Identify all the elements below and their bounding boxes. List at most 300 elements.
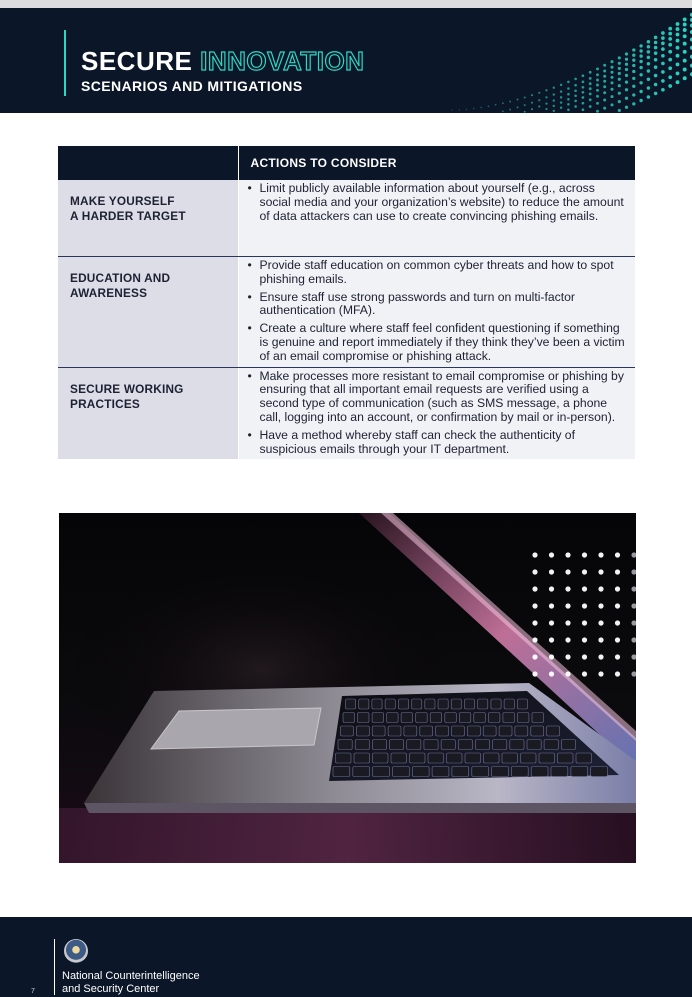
wave-dot <box>647 69 651 73</box>
table-header-actions: ACTIONS TO CONSIDER <box>238 146 635 180</box>
wave-dot <box>676 54 680 58</box>
keyboard-key <box>478 699 488 709</box>
wave-dot <box>676 71 680 75</box>
wave-dot <box>480 107 482 109</box>
grid-dot <box>615 586 620 591</box>
wave-dot <box>603 99 606 102</box>
wave-dot <box>502 111 504 113</box>
wave-dot <box>531 94 533 96</box>
wave-dot <box>574 94 577 97</box>
wave-dot <box>661 54 665 58</box>
keyboard-key <box>358 713 370 723</box>
wave-dot <box>661 31 665 35</box>
keyboard-key <box>372 713 384 723</box>
keyboard-key <box>336 753 352 763</box>
keyboard-key <box>390 740 404 750</box>
wave-dot <box>545 108 547 110</box>
wave-dot <box>647 86 651 90</box>
wave-dot <box>639 90 642 93</box>
wave-dot <box>610 76 613 79</box>
wave-dot <box>589 105 592 108</box>
wave-dot <box>582 102 585 105</box>
wave-dot <box>647 62 651 65</box>
grid-dot <box>582 569 587 574</box>
page-header <box>0 8 692 113</box>
wave-dot <box>596 95 599 98</box>
grid-dot <box>582 620 587 625</box>
wave-dot <box>610 66 613 69</box>
row-label-line: AWARENESS <box>70 286 148 300</box>
keyboard-key <box>475 740 489 750</box>
keyboard-key <box>355 740 369 750</box>
keyboard-key <box>488 713 500 723</box>
ncsc-seal-icon <box>64 939 88 963</box>
keyboard-key <box>504 699 514 709</box>
keyboard-key <box>353 767 370 777</box>
wave-dot <box>632 64 635 67</box>
action-item: • Ensure staff use strong passwords and turn on multi-factor authentication (MFA). <box>245 291 628 319</box>
grid-dot <box>532 586 537 591</box>
wave-dot <box>603 107 606 110</box>
keyboard-key <box>492 767 509 777</box>
wave-dot <box>574 105 577 108</box>
wave-dot <box>509 101 511 103</box>
keyboard-key <box>571 767 588 777</box>
row-actions <box>238 180 635 257</box>
grid-dot <box>549 637 554 642</box>
wave-dot <box>610 88 613 91</box>
wave-dot <box>668 37 672 41</box>
wave-dot <box>639 60 642 63</box>
wave-dot <box>676 80 680 84</box>
keyboard-key <box>373 753 389 763</box>
wave-dot <box>589 98 592 101</box>
keyboard-key <box>373 767 390 777</box>
footer-divider <box>54 939 55 995</box>
keyboard-key <box>412 699 422 709</box>
wave-dot <box>610 81 613 84</box>
keyboard-key <box>474 713 486 723</box>
keyboard-key <box>544 740 558 750</box>
keyboard-key <box>372 726 385 736</box>
wave-dot <box>574 89 577 92</box>
wave-dot <box>618 109 621 112</box>
wave-dot <box>632 85 635 88</box>
dot-wave-graphic <box>432 8 692 113</box>
grid-dot <box>615 637 620 642</box>
grid-dot <box>615 552 620 557</box>
keyboard-key <box>493 740 507 750</box>
keyboard-key <box>338 740 352 750</box>
laptop-illustration <box>59 513 636 863</box>
grid-dot <box>549 552 554 557</box>
wave-dot <box>661 41 665 45</box>
org-line: National Counterintelligence <box>62 970 200 982</box>
grid-dot <box>598 620 603 625</box>
wave-dot <box>509 109 511 111</box>
wave-dot <box>524 96 526 98</box>
grid-dot <box>582 586 587 591</box>
grid-dot <box>565 620 570 625</box>
keyboard-key <box>343 713 355 723</box>
grid-dot <box>549 586 554 591</box>
grid-dot <box>532 654 537 659</box>
wave-dot <box>625 68 628 71</box>
wave-dot <box>531 108 533 110</box>
keyboard-key <box>438 699 448 709</box>
wave-dot <box>618 67 621 70</box>
wave-dot <box>459 109 460 110</box>
grid-dot <box>565 569 570 574</box>
wave-dot <box>683 68 687 72</box>
wave-dot <box>639 73 642 76</box>
header-accent-line <box>64 30 66 96</box>
grid-dot <box>549 603 554 608</box>
keyboard-key <box>451 699 461 709</box>
keyboard-key <box>354 753 370 763</box>
action-item: • Have a method whereby staff can check the authenticity of suspicious emails through your IT department. <box>245 429 628 457</box>
wave-dot <box>654 74 658 78</box>
wave-dot <box>567 93 570 96</box>
wave-dot <box>589 92 592 95</box>
keyboard-key <box>532 713 544 723</box>
keyboard-key <box>398 699 408 709</box>
keyboard-key <box>452 767 469 777</box>
wave-dot <box>538 105 540 107</box>
wave-dot <box>567 109 570 112</box>
grid-dot <box>615 569 620 574</box>
keyboard-key <box>412 767 429 777</box>
wave-dot <box>538 99 540 101</box>
wave-dot <box>567 98 570 101</box>
wave-dot <box>683 28 687 32</box>
wave-dot <box>668 58 672 62</box>
wave-dot <box>632 102 635 105</box>
keyboard-key <box>499 726 512 736</box>
wave-dot <box>625 80 628 83</box>
grid-dot <box>549 671 554 676</box>
wave-dot <box>625 52 628 55</box>
wave-dot <box>603 75 606 78</box>
wave-dot <box>610 103 613 106</box>
wave-dot <box>582 81 585 84</box>
wave-dot <box>610 95 613 98</box>
row-label-line: EDUCATION AND <box>70 271 171 285</box>
wave-dot <box>574 84 577 87</box>
wave-dot <box>618 92 621 95</box>
keyboard-key <box>425 699 435 709</box>
wave-dot <box>661 47 665 51</box>
keyboard-key <box>372 740 386 750</box>
wave-dot <box>582 91 585 94</box>
keyboard-key <box>517 713 529 723</box>
wave-dot <box>668 75 672 79</box>
wave-dot <box>596 73 599 76</box>
grid-dot <box>582 654 587 659</box>
wave-dot <box>603 91 606 94</box>
row-actions <box>238 367 635 459</box>
wave-dot <box>661 36 665 40</box>
keyboard-key <box>465 753 481 763</box>
keyboard-key <box>341 726 354 736</box>
wave-dot <box>603 64 606 67</box>
wave-dot <box>596 84 599 87</box>
wave-dot <box>488 105 490 107</box>
keyboard-key <box>428 753 444 763</box>
keyboard-key <box>576 753 592 763</box>
org-line: and Security Center <box>62 982 160 995</box>
grid-dot <box>615 654 620 659</box>
keyboard-key <box>387 713 399 723</box>
grid-dot <box>532 603 537 608</box>
keyboard-key <box>372 699 382 709</box>
wave-dot <box>639 49 642 52</box>
wave-dot <box>560 90 562 92</box>
wave-dot <box>683 34 687 38</box>
wave-dot <box>647 56 651 60</box>
wave-dot <box>517 106 519 108</box>
wave-dot <box>683 59 687 63</box>
wave-dot <box>603 70 606 73</box>
grid-dot <box>582 637 587 642</box>
keyboard-key <box>407 740 421 750</box>
wave-dot <box>639 81 642 84</box>
laptop-photo <box>59 513 636 863</box>
wave-dot <box>560 106 562 108</box>
wave-dot <box>553 110 555 112</box>
grid-dot <box>598 586 603 591</box>
wave-dot <box>524 111 526 113</box>
grid-dot <box>598 637 603 642</box>
keyboard-key <box>432 767 449 777</box>
wave-dot <box>545 89 547 91</box>
row-label <box>58 367 238 459</box>
wave-dot <box>676 22 680 26</box>
wave-dot <box>668 43 672 47</box>
wave-dot <box>582 108 585 111</box>
wave-dot <box>574 78 577 81</box>
wave-dot <box>596 67 599 70</box>
top-strip <box>0 0 692 8</box>
keyboard-key <box>531 767 548 777</box>
grid-dot <box>549 654 554 659</box>
wave-dot <box>596 102 599 105</box>
wave-dot <box>618 62 621 65</box>
wave-dot <box>625 58 628 61</box>
wave-dot <box>668 84 672 88</box>
wave-dot <box>466 109 467 110</box>
page-title <box>81 46 364 77</box>
wave-dot <box>676 39 680 43</box>
mitigations-table <box>58 146 635 459</box>
keyboard-key <box>356 726 369 736</box>
keyboard-key <box>416 713 428 723</box>
table-row <box>58 367 635 459</box>
wave-dot <box>589 77 592 80</box>
wave-dot <box>625 63 628 66</box>
wave-dot <box>618 84 621 87</box>
wave-dot <box>668 66 672 70</box>
wave-dot <box>567 81 570 84</box>
wave-dot <box>560 96 562 98</box>
wave-dot <box>654 92 658 96</box>
wave-dot <box>625 106 628 109</box>
keyboard-key <box>420 726 433 736</box>
wave-dot <box>618 100 621 103</box>
grid-dot <box>565 586 570 591</box>
wave-dot <box>683 50 687 54</box>
keyboard-key <box>401 713 413 723</box>
grid-dot <box>565 654 570 659</box>
keyboard-key <box>436 726 449 736</box>
grid-dot <box>532 671 537 676</box>
keyboard-key <box>447 753 463 763</box>
grid-dot <box>598 552 603 557</box>
wave-dot <box>618 56 621 59</box>
action-item: • Provide staff education on common cyber threats and how to spot phishing emails. <box>245 259 628 287</box>
wave-dot <box>531 102 533 104</box>
wave-dot <box>668 50 672 54</box>
grid-dot <box>582 671 587 676</box>
wave-dot <box>676 27 680 31</box>
grid-dot <box>565 603 570 608</box>
wave-dot <box>589 82 592 85</box>
wave-dot <box>661 70 665 74</box>
keyboard-key <box>391 753 407 763</box>
wave-dot <box>625 88 628 91</box>
wave-dot <box>676 46 680 50</box>
grid-dot <box>598 654 603 659</box>
keyboard-key <box>521 753 537 763</box>
row-label <box>58 257 238 368</box>
wave-dot <box>654 41 658 45</box>
wave-dot <box>582 74 585 77</box>
grid-dot <box>532 620 537 625</box>
wave-dot <box>639 44 642 47</box>
wave-dot <box>553 93 555 95</box>
wave-dot <box>661 62 665 66</box>
keyboard-key <box>483 726 496 736</box>
keyboard-key <box>464 699 474 709</box>
wave-dot <box>661 88 665 92</box>
wave-dot <box>618 78 621 81</box>
wave-dot <box>632 48 635 51</box>
wave-dot <box>654 36 658 40</box>
row-label-line: MAKE YOURSELF <box>70 194 175 208</box>
row-actions <box>238 257 635 368</box>
keyboard-key <box>404 726 417 736</box>
wave-dot <box>625 74 628 77</box>
grid-dot <box>598 671 603 676</box>
wave-dot <box>683 23 687 27</box>
keyboard-key <box>430 713 442 723</box>
table-row <box>58 257 635 368</box>
action-item: • Create a culture where staff feel confident questioning if something is genuine and report immediately if they think they’ve been a victim of an email compromise or phishing attack. <box>245 322 628 363</box>
wave-dot <box>538 92 540 94</box>
grid-dot <box>598 569 603 574</box>
wave-dot <box>647 50 651 54</box>
keyboard-key <box>547 726 560 736</box>
wave-dot <box>647 45 651 49</box>
wave-dot <box>610 71 613 74</box>
wave-dot <box>676 62 680 66</box>
grid-dot <box>549 569 554 574</box>
wave-dot <box>654 46 658 50</box>
wave-dot <box>632 59 635 62</box>
wave-dot <box>625 97 628 100</box>
wave-dot <box>589 71 592 74</box>
keyboard-key <box>452 726 465 736</box>
wave-dot <box>495 104 497 106</box>
row-label-line: SECURE WORKING <box>70 381 184 396</box>
row-label-line: A HARDER TARGET <box>70 209 186 223</box>
grid-dot <box>532 569 537 574</box>
wave-dot <box>668 27 672 31</box>
wave-dot <box>553 87 555 89</box>
wave-dot <box>545 96 547 98</box>
wave-dot <box>632 54 635 57</box>
footer-organization <box>62 970 200 995</box>
keyboard-key <box>424 740 438 750</box>
grid-dot <box>582 603 587 608</box>
wave-dot <box>639 54 642 57</box>
grid-dot <box>565 671 570 676</box>
grid-dot <box>532 637 537 642</box>
wave-dot <box>596 89 599 92</box>
grid-dot <box>532 552 537 557</box>
keyboard-key <box>531 726 544 736</box>
keyboard-key <box>503 713 515 723</box>
keyboard-key <box>517 699 527 709</box>
wave-dot <box>632 93 635 96</box>
grid-dot <box>565 552 570 557</box>
wave-dot <box>596 110 599 113</box>
row-label <box>58 180 238 257</box>
wave-dot <box>553 99 555 101</box>
keyboard-key <box>527 740 541 750</box>
wave-dot <box>639 99 642 102</box>
wave-dot <box>654 83 658 87</box>
wave-dot <box>618 72 621 75</box>
wave-dot <box>589 87 592 90</box>
table-row <box>58 180 635 257</box>
action-item: • Make processes more resistant to email compromise or phishing by ensuring that all important email requests are verified using a second type of communication (such as SMS message, a phone call, logging into an account, or confirmation by mail or in-person). <box>245 370 628 425</box>
page-subtitle: SCENARIOS AND MITIGATIONS <box>81 78 303 94</box>
wave-dot <box>567 87 570 90</box>
wave-dot <box>683 17 687 21</box>
wave-dot <box>567 103 570 106</box>
grid-dot <box>615 620 620 625</box>
keyboard-key <box>458 740 472 750</box>
wave-dot <box>632 70 635 73</box>
wave-dot <box>560 101 562 103</box>
wave-dot <box>654 51 658 55</box>
title-word-innovation: INNOVATION <box>200 46 365 76</box>
wave-dot <box>661 79 665 83</box>
wave-dot <box>683 76 687 80</box>
wave-dot <box>668 32 672 36</box>
keyboard-key <box>410 753 426 763</box>
grid-dot <box>615 671 620 676</box>
keyboard-key <box>510 740 524 750</box>
keyboard-key <box>445 713 457 723</box>
grid-dot <box>549 620 554 625</box>
wave-dot <box>639 66 642 69</box>
table-header-scenario <box>58 146 238 180</box>
wave-dot <box>545 102 547 104</box>
wave-dot <box>654 65 658 69</box>
wave-dot <box>610 60 613 63</box>
